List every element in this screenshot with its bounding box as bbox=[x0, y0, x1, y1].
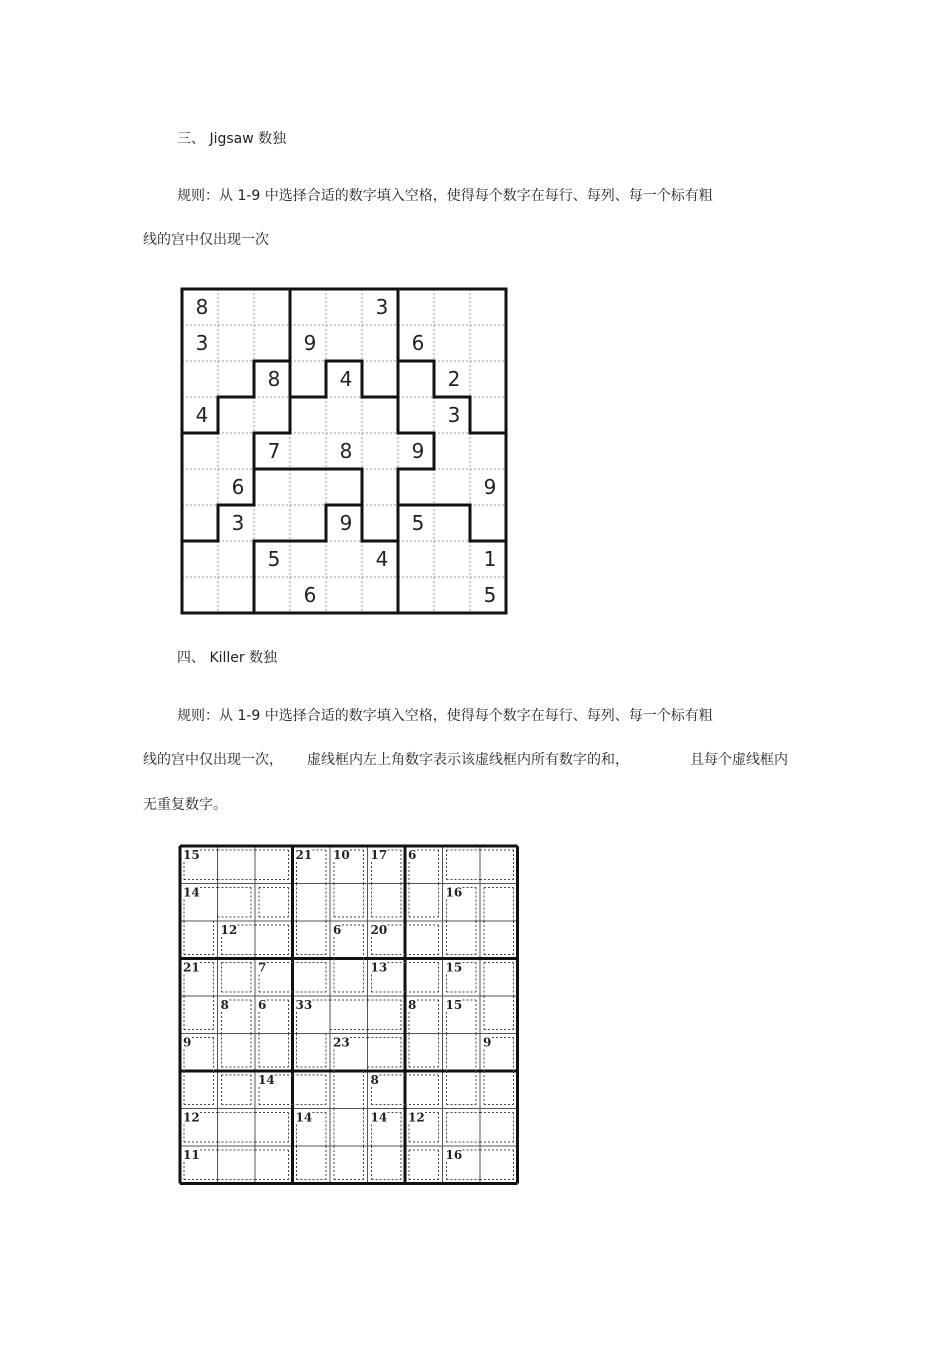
cage-sum: 21 bbox=[295, 848, 313, 862]
given-digit: 2 bbox=[447, 367, 461, 391]
cage-sum: 23 bbox=[333, 1035, 350, 1050]
killer-sudoku-grid bbox=[177, 843, 519, 1185]
section4-rule-line1: 规则：从 1-9 中选择合适的数字填入空格，使得每个数字在每行、每列、每一个标有粗 bbox=[177, 708, 713, 724]
cage-sum: 8 bbox=[408, 998, 417, 1012]
cage-sum: 14 bbox=[258, 1073, 275, 1087]
cage-sum: 14 bbox=[370, 1110, 388, 1125]
given-digit: 3 bbox=[447, 403, 461, 427]
given-digit: 5 bbox=[483, 583, 497, 607]
given-digit: 9 bbox=[303, 331, 317, 355]
section3-heading: 三、 Jigsaw 数独 bbox=[177, 131, 287, 147]
given-digit: 8 bbox=[195, 295, 209, 319]
given-digit: 4 bbox=[375, 547, 389, 571]
cage-sum: 15 bbox=[183, 848, 200, 862]
section4-rule-line3: 无重复数字。 bbox=[143, 797, 227, 813]
given-digit: 3 bbox=[231, 511, 245, 535]
cage-sum: 11 bbox=[183, 1148, 200, 1162]
cage-sum: 21 bbox=[183, 960, 200, 975]
cage-sum: 9 bbox=[483, 1035, 492, 1050]
cage-sum: 16 bbox=[445, 1148, 463, 1162]
section3-rule-line1: 规则：从 1-9 中选择合适的数字填入空格，使得每个数字在每行、每列、每一个标有粗 bbox=[177, 188, 713, 204]
given-digit: 3 bbox=[375, 295, 389, 319]
section4-heading: 四、 Killer 数独 bbox=[177, 650, 278, 666]
cage-sum: 6 bbox=[258, 998, 267, 1012]
given-digit: 4 bbox=[339, 367, 353, 391]
given-digit: 6 bbox=[231, 475, 245, 499]
section4-rule-line2a: 线的宫中仅出现一次， bbox=[143, 752, 283, 768]
given-digit: 1 bbox=[483, 547, 497, 571]
given-digit: 5 bbox=[411, 511, 425, 535]
given-digit: 8 bbox=[339, 439, 353, 463]
given-digit: 4 bbox=[195, 403, 209, 427]
cage-sum: 12 bbox=[408, 1110, 425, 1125]
cage-sum: 15 bbox=[445, 960, 463, 975]
cage-sum: 14 bbox=[183, 885, 200, 900]
section3-rule-line2: 线的宫中仅出现一次 bbox=[143, 232, 269, 248]
given-digit: 9 bbox=[411, 439, 425, 463]
cage-sum: 33 bbox=[295, 998, 313, 1012]
cage-sum: 20 bbox=[370, 923, 388, 937]
given-digit: 6 bbox=[303, 583, 317, 607]
cage-sum: 7 bbox=[258, 960, 267, 975]
cage-sum: 10 bbox=[333, 848, 350, 862]
given-digit: 9 bbox=[483, 475, 497, 499]
cage-sum: 6 bbox=[408, 848, 417, 862]
given-digit: 6 bbox=[411, 331, 425, 355]
given-digit: 5 bbox=[267, 547, 281, 571]
given-digit: 9 bbox=[339, 511, 353, 535]
cage-sum: 13 bbox=[370, 960, 388, 975]
jigsaw-sudoku-grid bbox=[180, 287, 510, 617]
cage-sum: 12 bbox=[183, 1110, 200, 1125]
cage-sum: 8 bbox=[370, 1073, 379, 1087]
section4-rule-line2c: 且每个虚线框内 bbox=[690, 752, 788, 768]
cage-sum: 15 bbox=[445, 998, 463, 1012]
cage-sum: 17 bbox=[370, 848, 388, 862]
given-digit: 3 bbox=[195, 331, 209, 355]
section4-rule-line2b: 虚线框内左上角数字表示该虚线框内所有数字的和， bbox=[307, 752, 629, 768]
cage-sum: 8 bbox=[220, 998, 229, 1012]
cage-sum: 16 bbox=[445, 885, 463, 900]
cage-sum: 12 bbox=[220, 923, 238, 937]
given-digit: 8 bbox=[267, 367, 281, 391]
cage-sum: 14 bbox=[295, 1110, 313, 1125]
cage-sum: 6 bbox=[333, 923, 342, 937]
given-digit: 7 bbox=[267, 439, 281, 463]
cage-sum: 9 bbox=[183, 1035, 192, 1050]
